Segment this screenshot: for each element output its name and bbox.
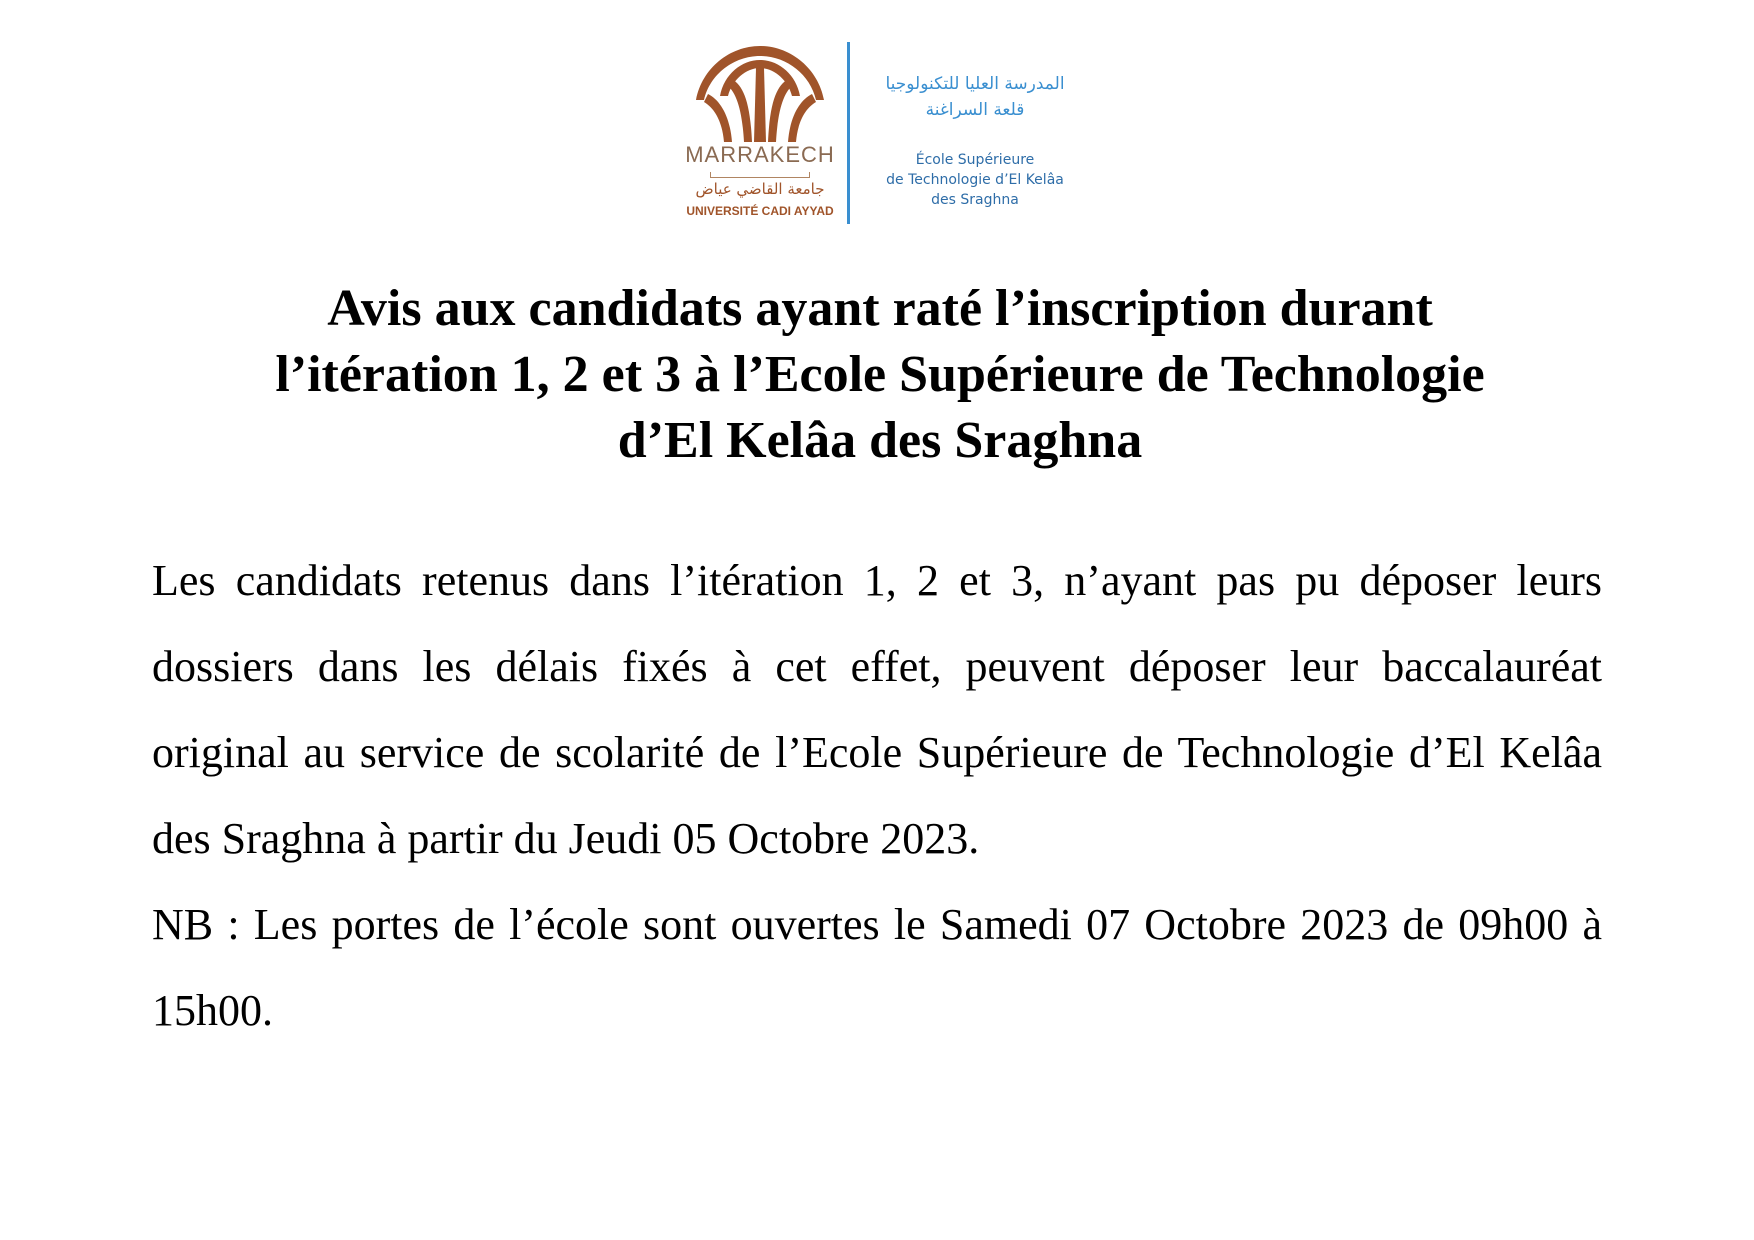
university-arabic-name: جامعة القاضي عياض	[695, 180, 825, 198]
notice-title	[120, 276, 1640, 474]
letterhead	[680, 38, 1100, 228]
university-name: UNIVERSITÉ CADI AYYAD	[686, 204, 834, 218]
logo-divider	[847, 42, 850, 224]
title-line-2: l’itération 1, 2 et 3 à l’Ecole Supérieure de Technologie	[275, 346, 1485, 403]
school-arabic-line1: المدرسة العليا للتكنولوجيا	[885, 74, 1065, 94]
universite-cadi-ayyad-logo	[680, 38, 840, 228]
school-arabic-line2: قلعة السراغنة	[925, 100, 1025, 120]
notice-body	[152, 538, 1602, 1054]
school-logo	[855, 38, 1095, 228]
notice-nb: NB : Les portes de l’école sont ouvertes le Samedi 07 Octobre 2023 de 09h00 à 15h00.	[152, 900, 1602, 1035]
school-french-line2: de Technologie d’El Kelâa	[886, 172, 1064, 188]
palm-arch-logo-icon	[690, 38, 830, 143]
title-line-3: d’El Kelâa des Sraghna	[617, 412, 1143, 469]
school-french-name	[855, 150, 1095, 210]
university-city: MARRAKECH	[685, 142, 835, 167]
school-french-line3: des Sraghna	[931, 192, 1019, 208]
school-french-line1: École Supérieure	[915, 152, 1035, 168]
title-line-1: Avis aux candidats ayant raté l’inscription durant	[327, 280, 1433, 337]
notice-paragraph: Les candidats retenus dans l’itération 1, 2 et 3, n’ayant pas pu déposer leurs dossiers dans les délais fixés à cet effet, peuvent déposer leur baccalauréat original au service de scolarité de l’Ecole Supérieure de Technologie d’El Kelâa des Sraghna à partir du Jeudi 05 Octobre 2023.	[152, 556, 1602, 863]
logo-underline	[710, 172, 810, 178]
